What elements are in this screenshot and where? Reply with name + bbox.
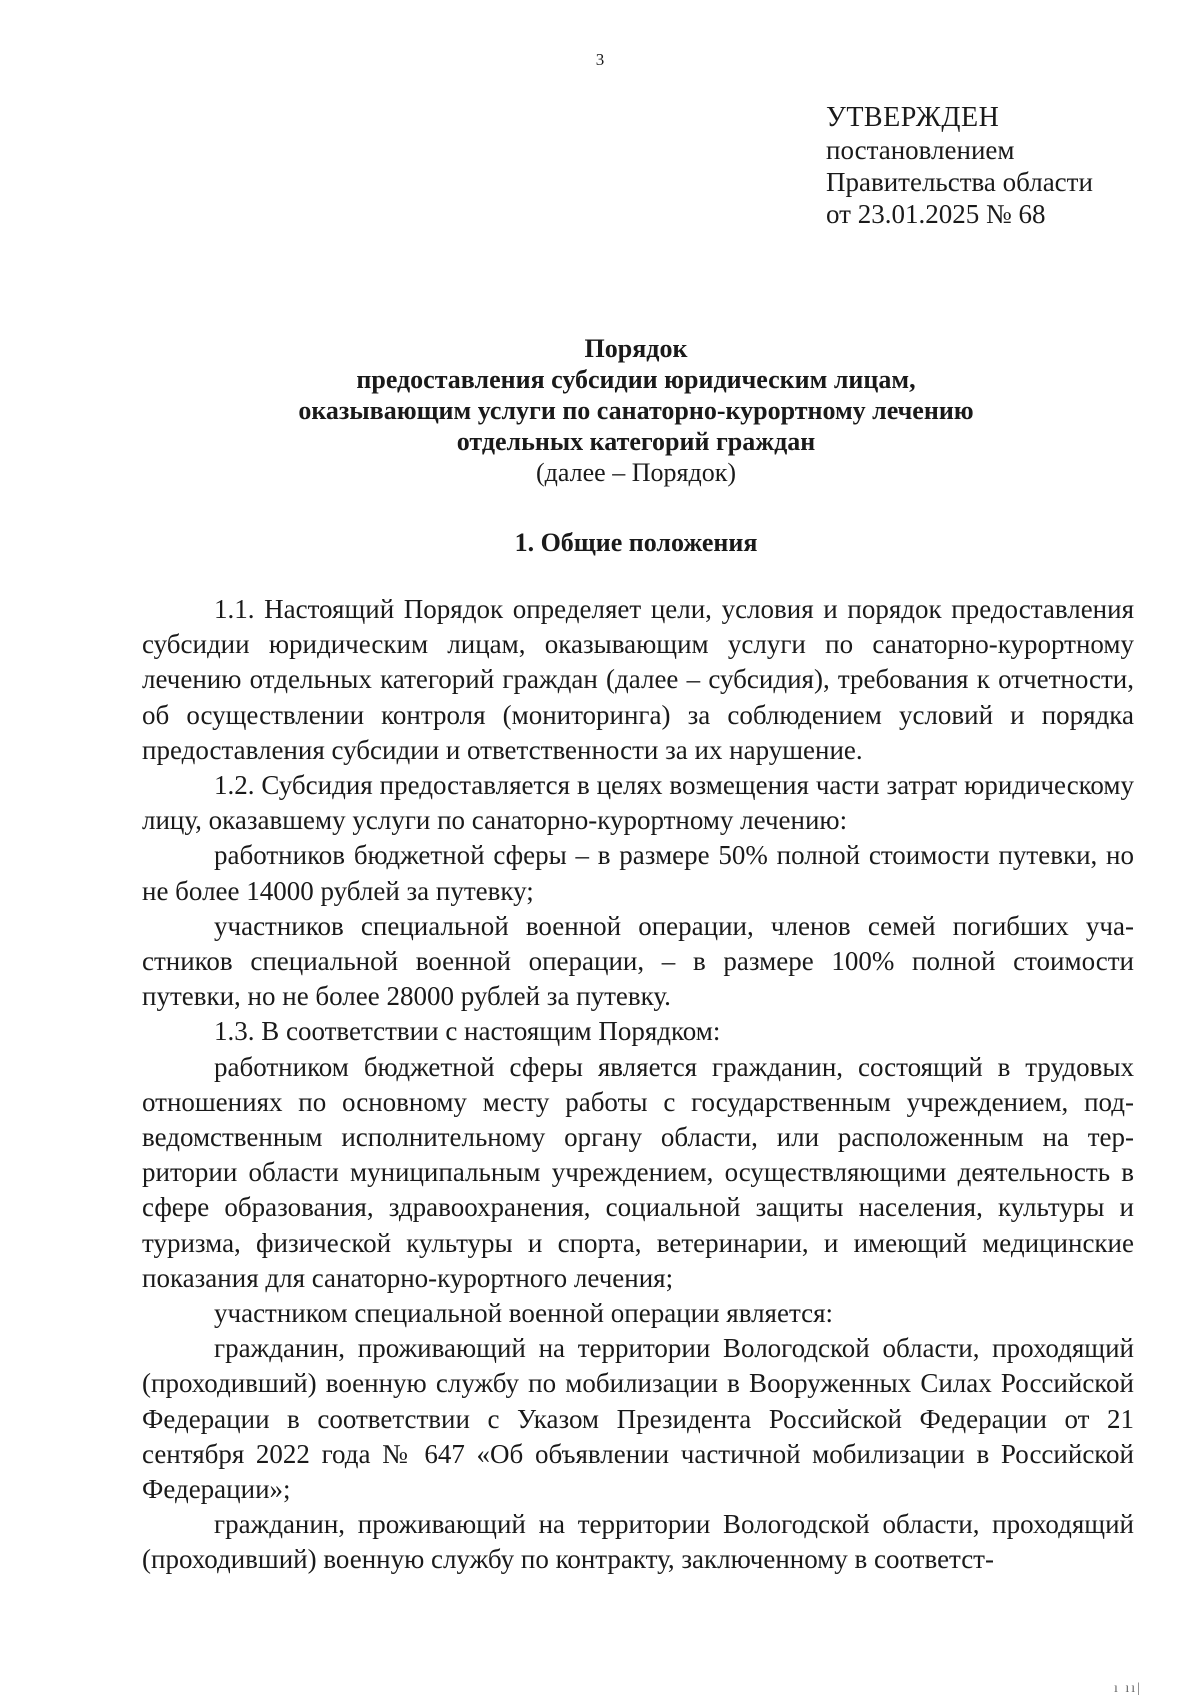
paragraph: гражданин, проживающий на территории Вологодской области, проходящий (проходивший) военную службу по мобилизации в Вооруженных Силах Российской Федерации в соответствии с Указом Президента Российской Федерации от 21 сентября 2022 года № 647 «Об объявлении частичной мобилизации в Российской Федерации»; (142, 1333, 1134, 1505)
paragraph: участников специальной военной операции, членов семей погибших участников специальной военной операции, – в размере 100% полной стоимости путевки, но не более 28000 рублей за путевку. (142, 910, 1134, 1012)
approval-line: Правительства области (826, 167, 1093, 197)
title-line: отдельных категорий граждан (456, 427, 816, 456)
approval-date: от 23.01.2025 № 68 (826, 199, 1046, 229)
paragraph: 1.1. Настоящий Порядок определяет цели, условия и порядок предоставления субсидии юридическим лицам, оказывающим услуги по санаторно-курортному лечению отдельных категорий граждан (далее – субсидия), требования к отчетности, об осуществлении контроля (мониторинга) за соблюдением условий и порядка предоставления субсидии и ответственности за их нарушение. (142, 594, 1134, 765)
document-title (0, 333, 1200, 488)
paragraph: работником бюджетной сферы является гражданин, состоящий в трудовых отношениях по основному месту работы с государственным учреждением, подведомственным исполнительному органу области, или расположенным на территории области муниципальным учреждением, осуществляющими деятельность в сфере образования, здравоохранения, социальной защиты населения, культуры и туризма, физической культуры и спорта, ветеринарии, и имеющий медицинские показания для санаторно-курортного лечения; (142, 1051, 1134, 1293)
paragraph: работников бюджетной сферы – в размере 50% полной стоимости путевки, но не более 14000 рублей за путевку; (142, 840, 1134, 906)
paragraph: участником специальной военной операции является: (214, 1298, 833, 1329)
page-number: 3 (595, 50, 605, 69)
scan-mark: ı ıı| (1114, 1681, 1142, 1696)
title-subtitle: (далее – Порядок) (536, 458, 736, 487)
paragraph: 1.3. В соответствии с настоящим Порядком: (214, 1016, 721, 1047)
approval-heading: УТВЕРЖДЕН (826, 102, 1000, 133)
paragraph: 1.2. Субсидия предоставляется в целях возмещения части затрат юридическому лицу, оказавшему услуги по санаторно-курортному лечению: (142, 770, 1134, 836)
title-line: оказывающим услуги по санаторно-курортному лечению (298, 396, 974, 425)
approval-line: постановлением (826, 135, 1015, 165)
section-heading: 1. Общие положения (514, 528, 758, 557)
paragraph: гражданин, проживающий на территории Вологодской области, проходящий (проходивший) военную службу по контракту, заключенному в соответст- (142, 1509, 1134, 1575)
title-line: Порядок (584, 334, 688, 363)
document-body (142, 592, 1134, 1578)
title-line: предоставления субсидии юридическим лицам, (356, 365, 916, 394)
approval-stamp (826, 102, 1093, 230)
